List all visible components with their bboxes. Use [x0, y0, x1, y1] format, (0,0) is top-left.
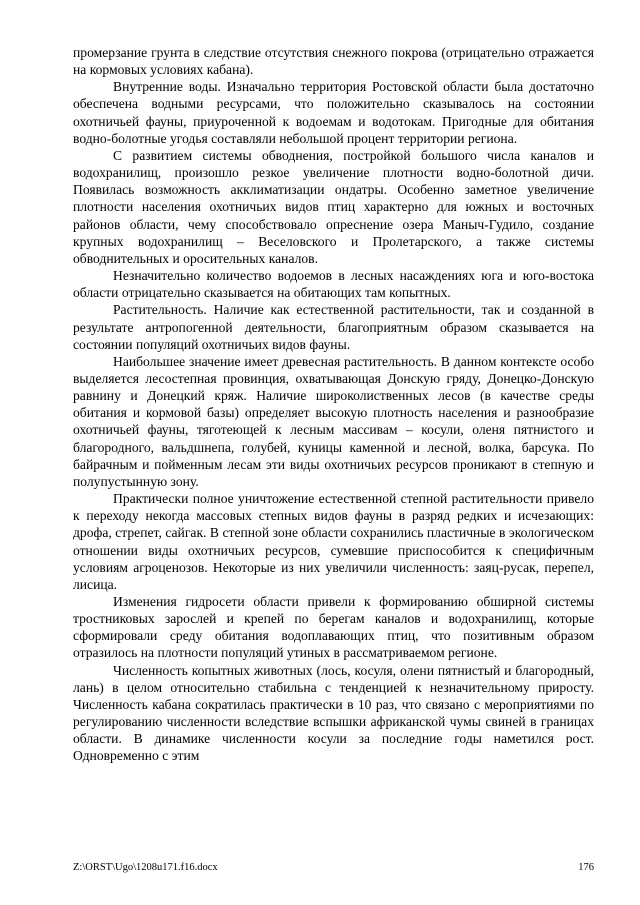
- paragraph: Растительность. Наличие как естественной растительности, так и созданной в результате антропогенной деятельности, благоприятным образом сказывается на состоянии популяций охотничьих видов фауны.: [73, 302, 594, 352]
- paragraph: Численность копытных животных (лось, косуля, олени пятнистый и благородный, лань) в целом относительно стабильна с тенденцией к незначительному приросту. Численность кабана сократилась практически в 10 раз, что связано с мероприятиями по регулированию численности вследствие вспышки африканской чумы свиней в границах области. В динамике численности косули за последние годы наметился рост. Одновременно с этим: [73, 662, 594, 764]
- paragraph: Внутренние воды. Изначально территория Ростовской области была достаточно обеспечена водными ресурсами, что положительно сказывалось на состоянии охотничьей фауны, приуроченной к водоемам и водотокам. Пригодные для обитания водно-болотные угодья составляли небольшой процент территории региона.: [73, 79, 594, 146]
- paragraph: Изменения гидросети области привели к формированию обширной системы тростниковых зарослей и крепей по берегам каналов и водохранилищ, которые сформировали среду обитания водоплавающих птиц, что позитивным образом отразилось на плотности популяций утиных в рассматриваемом регионе.: [73, 594, 594, 661]
- page-footer: [73, 861, 594, 874]
- paragraph: С развитием системы обводнения, постройкой большого числа каналов и водохранилищ, произошло резкое увеличение плотности водно-болотной дичи. Появилась возможность акклиматизации ондатры. Особенно заметное увеличение плотности населения охотничьих видов птиц характерно для южных и восточных районов области, чему способствовало опреснение озера Маныч-Гудило, создание крупных водохранилищ – Веселовского и Пролетарского, а также системы обводнительных и оросительных каналов.: [73, 147, 594, 266]
- paragraph: Незначительно количество водоемов в лесных насаждениях юга и юго-востока области отрицательно сказывается на обитающих там копытных.: [73, 268, 594, 301]
- document-page: [73, 44, 594, 765]
- paragraph: промерзание грунта в следствие отсутствия снежного покрова (отрицательно отражается на кормовых условиях кабана).: [73, 45, 594, 78]
- footer-page-number: 176: [578, 862, 594, 873]
- footer-file-path: Z:\ORST\Ugo\1208u171.f16.docx: [73, 862, 218, 873]
- paragraph: Практически полное уничтожение естественной степной растительности привело к переходу некогда массовых степных видов фауны в разряд редких и исчезающих: дрофа, стрепет, сайгак. В степной зоне области сохранились пластичные в экологическом отношении виды охотничьих ресурсов, сумевшие приспособится к специфичным условиям агроценозов. Некоторые из них увеличили численность: заяц-русак, перепел, лисица.: [73, 491, 594, 592]
- paragraph: Наибольшее значение имеет древесная растительность. В данном контексте особо выделяется лесостепная провинция, охватывающая Донскую гряду, Донецко-Донскую равнину и Донецкий кряж. Наличие широколиственных лесов (в качестве среды обитания и кормовой базы) определяет высокую плотность населения и разнообразие охотничьей фауны, тяготеющей к лесным массивам – косули, оленя пятнистого и благородного, вальдшнепа, голубей, куницы каменной и лесной, волка, барсука. По байрачным и пойменным лесам эти виды охотничьих ресурсов проникают в степную и полупустынную зону.: [73, 353, 594, 489]
